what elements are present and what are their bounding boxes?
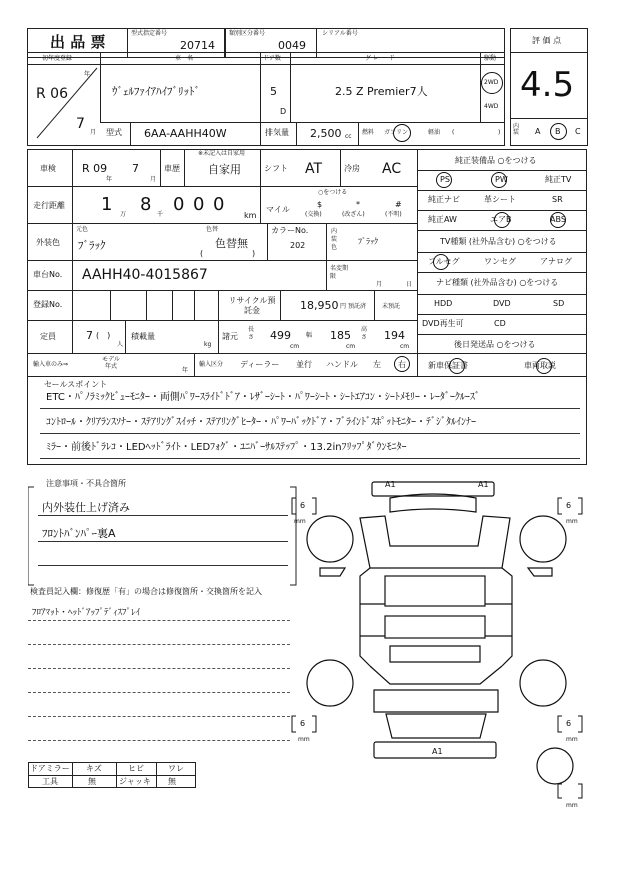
interior-a: A [535, 127, 541, 136]
recycle-label: リサイクル預託金 [228, 296, 276, 315]
tire-fr-mm: mm [566, 518, 578, 525]
tv-fullseg-circle [433, 254, 449, 270]
equip-airbag-circle [494, 212, 510, 228]
legend-kizu: キズ [86, 764, 102, 773]
dvd-label: DVD再生可 [422, 319, 464, 328]
reg-cell-4 [194, 290, 195, 320]
first-reg-year: R 06 [36, 86, 68, 102]
circle-note: ○をつける [318, 189, 348, 196]
cc-unit: cc [345, 133, 352, 140]
sales-rule-2 [40, 433, 580, 434]
legend-hibi: ヒビ [128, 764, 144, 773]
equip-pw-circle [491, 172, 507, 188]
legend-h [28, 775, 196, 776]
doors: 5 [270, 85, 277, 98]
equip-airbag: エアB [490, 215, 512, 224]
first-reg-month: 7 [76, 116, 85, 132]
later-warranty-circle [449, 358, 465, 374]
year-mark: 年 [84, 71, 91, 78]
man-unit: 万 [120, 211, 127, 218]
v7 [326, 223, 327, 260]
width-cm: cm [346, 343, 356, 350]
sales-line-3: ﾐﾗｰ・前後ﾄﾞﾗﾚｺ・LEDﾍｯﾄﾞﾗｲﾄ・LEDﾌｫｸﾞ・ﾕﾆﾊﾞｰｻﾙｽﾃｯﾌﾟ・13.2inﾌﾘｯﾌﾟﾀﾞｳﾝﾓﾆﾀｰ [46, 442, 407, 453]
front-mark-right: A1 [478, 480, 489, 489]
capacity-label: 定員 [40, 332, 56, 341]
later-manual-circle [536, 358, 552, 374]
insp-rule-3 [28, 668, 290, 669]
interior-b-circle [550, 123, 567, 140]
chassis: AAHH40-4015867 [82, 267, 208, 283]
fuel-other-end: ) [498, 129, 501, 136]
month-mark: 月 [90, 129, 97, 136]
fuel-diesel: 軽油 [428, 129, 441, 136]
sales-rule-3 [40, 458, 580, 459]
recycle-unit: 円 [340, 303, 347, 310]
int-color-label: 内装色 [331, 228, 338, 251]
equip-abs-circle [550, 212, 566, 228]
length-label: 長さ [248, 326, 255, 341]
shaken: R 09 [82, 162, 108, 175]
class-no: 0049 [278, 39, 306, 52]
mileage-digit-5: 0 [213, 194, 225, 215]
tire-rr-mm: mm [566, 736, 578, 743]
equip-leather: 革シート [484, 195, 516, 204]
designation-label: 型式指定番号 [131, 30, 168, 37]
tv-analog: アナログ [540, 257, 572, 266]
mileage-digit-4: 0 [193, 194, 205, 215]
navi-dvd: DVD [493, 299, 511, 308]
v12 [218, 320, 219, 353]
insp-rule-4 [28, 692, 290, 693]
v9 [280, 290, 281, 320]
ac-label: 冷房 [344, 164, 360, 173]
dealer: ディーラー [240, 360, 280, 369]
navi-title: ナビ種類 (社外品含む) ○をつける [436, 278, 559, 287]
legend-jack-none: 無 [168, 777, 176, 786]
serial-label: シリアル番号 [322, 30, 358, 37]
equip-title: 純正装備品 ○をつける [455, 156, 537, 165]
handle-right-circle [394, 356, 410, 372]
eq-h1 [417, 170, 587, 171]
load-unit: kg [204, 341, 212, 348]
model-year-unit: 年 [182, 367, 189, 374]
height-label: 高さ [361, 326, 368, 341]
door-type: D [280, 107, 287, 116]
history: 自家用 [208, 163, 241, 176]
rear-mark: A1 [432, 747, 443, 756]
v10 [374, 290, 375, 320]
disp-div [296, 122, 297, 146]
capacity-paren: ( ) [96, 331, 111, 340]
tv-title: TV種類 (社外品含む) ○をつける [440, 237, 557, 246]
dollar: $ [317, 200, 323, 209]
height: 194 [384, 329, 405, 342]
orig-color-label: 元色 [76, 226, 89, 233]
equip-tv: 純正TV [545, 175, 572, 184]
kaizan-mark: * [356, 200, 360, 209]
sales-label: セールスポイント [44, 380, 108, 389]
caution-line-2: ﾌﾛﾝﾄﾊﾞﾝﾊﾟｰ裏A [42, 527, 116, 540]
reg-cell-3 [172, 290, 173, 320]
eq-h2 [417, 190, 587, 191]
shaken-month: 7 [132, 162, 139, 175]
model-year-label: モデル年式 [102, 356, 120, 371]
reg-cell-1 [110, 290, 111, 320]
insp-rule-2 [28, 644, 290, 645]
caution-line-1: 内外装仕上げ済み [42, 501, 130, 514]
h-rule-6 [27, 353, 587, 354]
interior-label: 内装 [513, 123, 520, 136]
color-swap: 色替無 [215, 237, 248, 250]
sales-rule-1 [40, 408, 580, 409]
tire-fl-mm: mm [294, 518, 306, 525]
interior-divider [510, 118, 588, 119]
equip-sr: SR [552, 195, 563, 204]
width: 185 [330, 329, 351, 342]
eq-h4 [417, 230, 587, 231]
mileage-digit-1: 1 [101, 194, 113, 215]
dims-label: 諸元 [222, 332, 238, 341]
legend-ware: ワレ [168, 764, 184, 773]
fuel-label: 燃料 [362, 129, 375, 136]
chassis-label: 車台No. [33, 270, 63, 279]
form-title: 出 品 票 [50, 33, 106, 51]
unknown-mark: # [395, 200, 402, 209]
unknown: (不明) [385, 211, 402, 218]
handle-label: ハンドル [326, 360, 358, 369]
inspector-line-1: ﾌﾛｱﾏｯﾄ・ﾍｯﾄﾞｱｯﾌﾟﾃﾞｨｽﾌﾟﾚｲ [32, 608, 141, 618]
recycle-unpaid: 未預託 [382, 303, 401, 310]
h-rule-7 [27, 376, 587, 377]
h-rule-5 [27, 320, 417, 321]
history-label: 車歴 [164, 164, 180, 173]
v3 [260, 149, 261, 186]
sen-unit: 千 [157, 211, 164, 218]
h-rule-3 [27, 260, 417, 261]
km-unit: km [244, 211, 257, 220]
model-line [100, 122, 505, 123]
tire-fl-value: 6 [300, 501, 306, 510]
legend-doormirror: ドアミラー [30, 764, 70, 773]
col-line-3 [290, 52, 291, 122]
grade: 2.5 Z Premier7人 [335, 85, 428, 98]
v11 [125, 320, 126, 353]
height-cm: cm [400, 343, 410, 350]
doors-label: ドア数 [263, 55, 281, 62]
tv-fullseg: フルセグ [428, 257, 460, 266]
paren-open: ( [200, 249, 204, 258]
legend-v2 [116, 762, 117, 788]
capacity: 7 [86, 329, 93, 342]
recycle-value: 18,950 [300, 299, 339, 312]
shift-label: シフト [264, 164, 288, 173]
legend-tools-none: 無 [88, 777, 96, 786]
v2 [184, 149, 185, 186]
navi-hdd: HDD [434, 299, 453, 308]
v1 [160, 149, 161, 186]
v4 [340, 149, 341, 186]
legend-v1 [72, 762, 73, 788]
class-label: 類別区分番号 [229, 30, 266, 37]
handle-right: 右 [398, 360, 406, 369]
load-label: 積載量 [131, 332, 155, 341]
length-cm: cm [290, 343, 300, 350]
score-label: 評 価 点 [532, 36, 562, 45]
model: 6AA-AAHH40W [144, 127, 227, 140]
inspector-label: 検査員記入欄：修復歴「有」の場合は修復箇所・交換箇所を記入 [30, 587, 262, 596]
v6 [267, 223, 268, 260]
insp-rule-5 [28, 716, 290, 717]
fuel-gas-circle [393, 124, 411, 142]
tire-rl-value: 6 [300, 719, 306, 728]
equip-pw: PW [495, 175, 508, 184]
reg-cell-2 [146, 290, 147, 320]
history-note: ※未記入は自家用 [198, 150, 246, 157]
drive-2wd: 2WD [484, 79, 499, 86]
import-type-label: 輸入区分 [199, 361, 224, 368]
insp-rule-1 [28, 620, 290, 621]
designation-no: 20714 [180, 39, 215, 52]
later-title: 後日発送品 ○をつける [454, 340, 536, 349]
model-label: 型式 [106, 128, 122, 137]
mileage-digit-3: 0 [173, 194, 185, 215]
tire-rr-value: 6 [566, 719, 572, 728]
caution-rule-1 [38, 515, 288, 516]
later-manual: 車両取説 [524, 361, 556, 370]
fuel-gas: ガソリン [384, 129, 409, 136]
recycle-paid: 預託済 [348, 303, 367, 310]
equip-ps-circle [436, 172, 452, 188]
equip-ps: PS [440, 175, 450, 184]
interior-c: C [575, 127, 581, 136]
car-name: ｳﾞｪﾙﾌｧｲｱﾊｲﾌﾞﾘｯﾄﾞ [112, 85, 200, 98]
legend-jack: ジャッキ [119, 777, 151, 786]
mileage-digit-2: 8 [140, 194, 152, 215]
reg-label: 登録No. [33, 300, 63, 309]
fuel-other: ( [452, 129, 455, 136]
color-no: 202 [290, 241, 306, 250]
shift: AT [305, 161, 323, 177]
eq-h8 [417, 314, 587, 315]
tv-oneseg: ワンセグ [484, 257, 516, 266]
later-warranty: 新車保証書 [428, 361, 468, 370]
equip-abs: ABS [550, 215, 566, 224]
tire-fr-value: 6 [566, 501, 572, 510]
caution-label: 注意事項・不具合箇所 [46, 479, 126, 488]
orig-color: ﾌﾞﾗｯｸ [78, 239, 106, 252]
width-label: 幅 [306, 332, 313, 339]
import-label: 輸入車のみ⇒ [33, 361, 69, 368]
caution-rule-2 [38, 541, 288, 542]
insp-rule-6 [28, 740, 290, 741]
eq-h7 [417, 294, 587, 295]
h-rule-4 [27, 290, 417, 291]
color-swap-label: 色替 [206, 226, 219, 233]
equip-aw: 純正AW [428, 215, 457, 224]
legend-v3 [156, 762, 157, 788]
spare-mm: mm [566, 802, 578, 809]
mileage-label: 走行距離 [33, 201, 65, 210]
capacity-unit: 人 [117, 341, 124, 348]
kaizan: (改ざん) [342, 211, 365, 218]
drive-4wd: 4WD [484, 103, 499, 110]
h-rule-2 [27, 223, 417, 224]
shaken-label: 車検 [40, 164, 56, 173]
drive-label: 駆動 [484, 55, 497, 62]
score-value: 4.5 [520, 65, 575, 105]
meigi-month: 月 [376, 281, 383, 288]
equip-divider [417, 149, 418, 376]
displacement-label: 排気量 [265, 128, 289, 137]
eq-h6 [417, 272, 587, 273]
caution-rule-3 [38, 565, 288, 566]
v5 [260, 186, 261, 223]
ac: AC [382, 161, 402, 177]
interior-b: B [555, 127, 561, 136]
eq-h5 [417, 252, 587, 253]
displacement: 2,500 [310, 127, 342, 140]
shaken-month-unit: 月 [150, 176, 157, 183]
swap: (交換) [305, 211, 322, 218]
shaken-year: 年 [106, 176, 113, 183]
eq-h3 [417, 210, 587, 211]
color-no-label: カラーNo. [271, 226, 309, 235]
model-label-div [130, 122, 131, 146]
label-col-line [72, 149, 73, 353]
handle-left: 左 [373, 360, 381, 369]
car-diagram [290, 476, 590, 806]
legend-tools: 工具 [42, 777, 58, 786]
eq-h9 [417, 334, 587, 335]
sales-line-1: ETC・ﾊﾟﾉﾗﾐｯｸﾋﾞｭｰﾓﾆﾀｰ・両側ﾊﾟﾜｰｽﾗｲﾄﾞﾄﾞｱ・ﾚｻﾞｰｼｰﾄ・ﾊﾟﾜｰｼｰﾄ・ｼｰﾄｴｱｺﾝ・ｼｰﾄﾒﾓﾘｰ・ﾚｰﾀﾞｰｸﾙｰｽﾞ [46, 392, 480, 403]
first-reg-label: 初年度登録 [42, 55, 73, 62]
car-name-label: 車 名 [175, 55, 194, 62]
col-line-2 [260, 52, 261, 146]
ext-label: 外装色 [36, 238, 60, 247]
grade-label: グ レ ー ド [365, 55, 395, 62]
h-rule-1 [27, 186, 417, 187]
cd: CD [494, 319, 506, 328]
score-divider [510, 52, 588, 53]
equip-navi: 純正ナビ [428, 195, 460, 204]
reg-cell-5 [218, 290, 219, 320]
mile: マイル [266, 205, 290, 214]
fuel-div [358, 122, 359, 146]
v13 [194, 353, 195, 376]
tire-rl-mm: mm [298, 736, 310, 743]
front-mark-left: A1 [385, 480, 396, 489]
meigi-label: 名変期限 [330, 265, 349, 280]
meigi-day: 日 [406, 281, 413, 288]
navi-sd: SD [553, 299, 565, 308]
paren-close: ) [252, 249, 256, 258]
v8 [326, 260, 327, 290]
sales-line-2: ｺﾝﾄﾛｰﾙ・ｸﾘｱﾗﾝｽｿﾅｰ・ｽﾃｱﾘﾝｸﾞｽｲｯﾁ・ｽﾃｱﾘﾝｸﾞﾋｰﾀｰ・ﾊﾟﾜｰﾊﾞｯｸﾄﾞｱ・ﾌﾞﾗｲﾝﾄﾞｽﾎﾟｯﾄﾓﾆﾀｰ・ﾃﾞｼﾞﾀﾙｲﾝﾅｰ [46, 417, 476, 428]
parallel: 並行 [296, 360, 312, 369]
int-color: ﾌﾞﾗｯｸ [358, 237, 378, 246]
length: 499 [270, 329, 291, 342]
